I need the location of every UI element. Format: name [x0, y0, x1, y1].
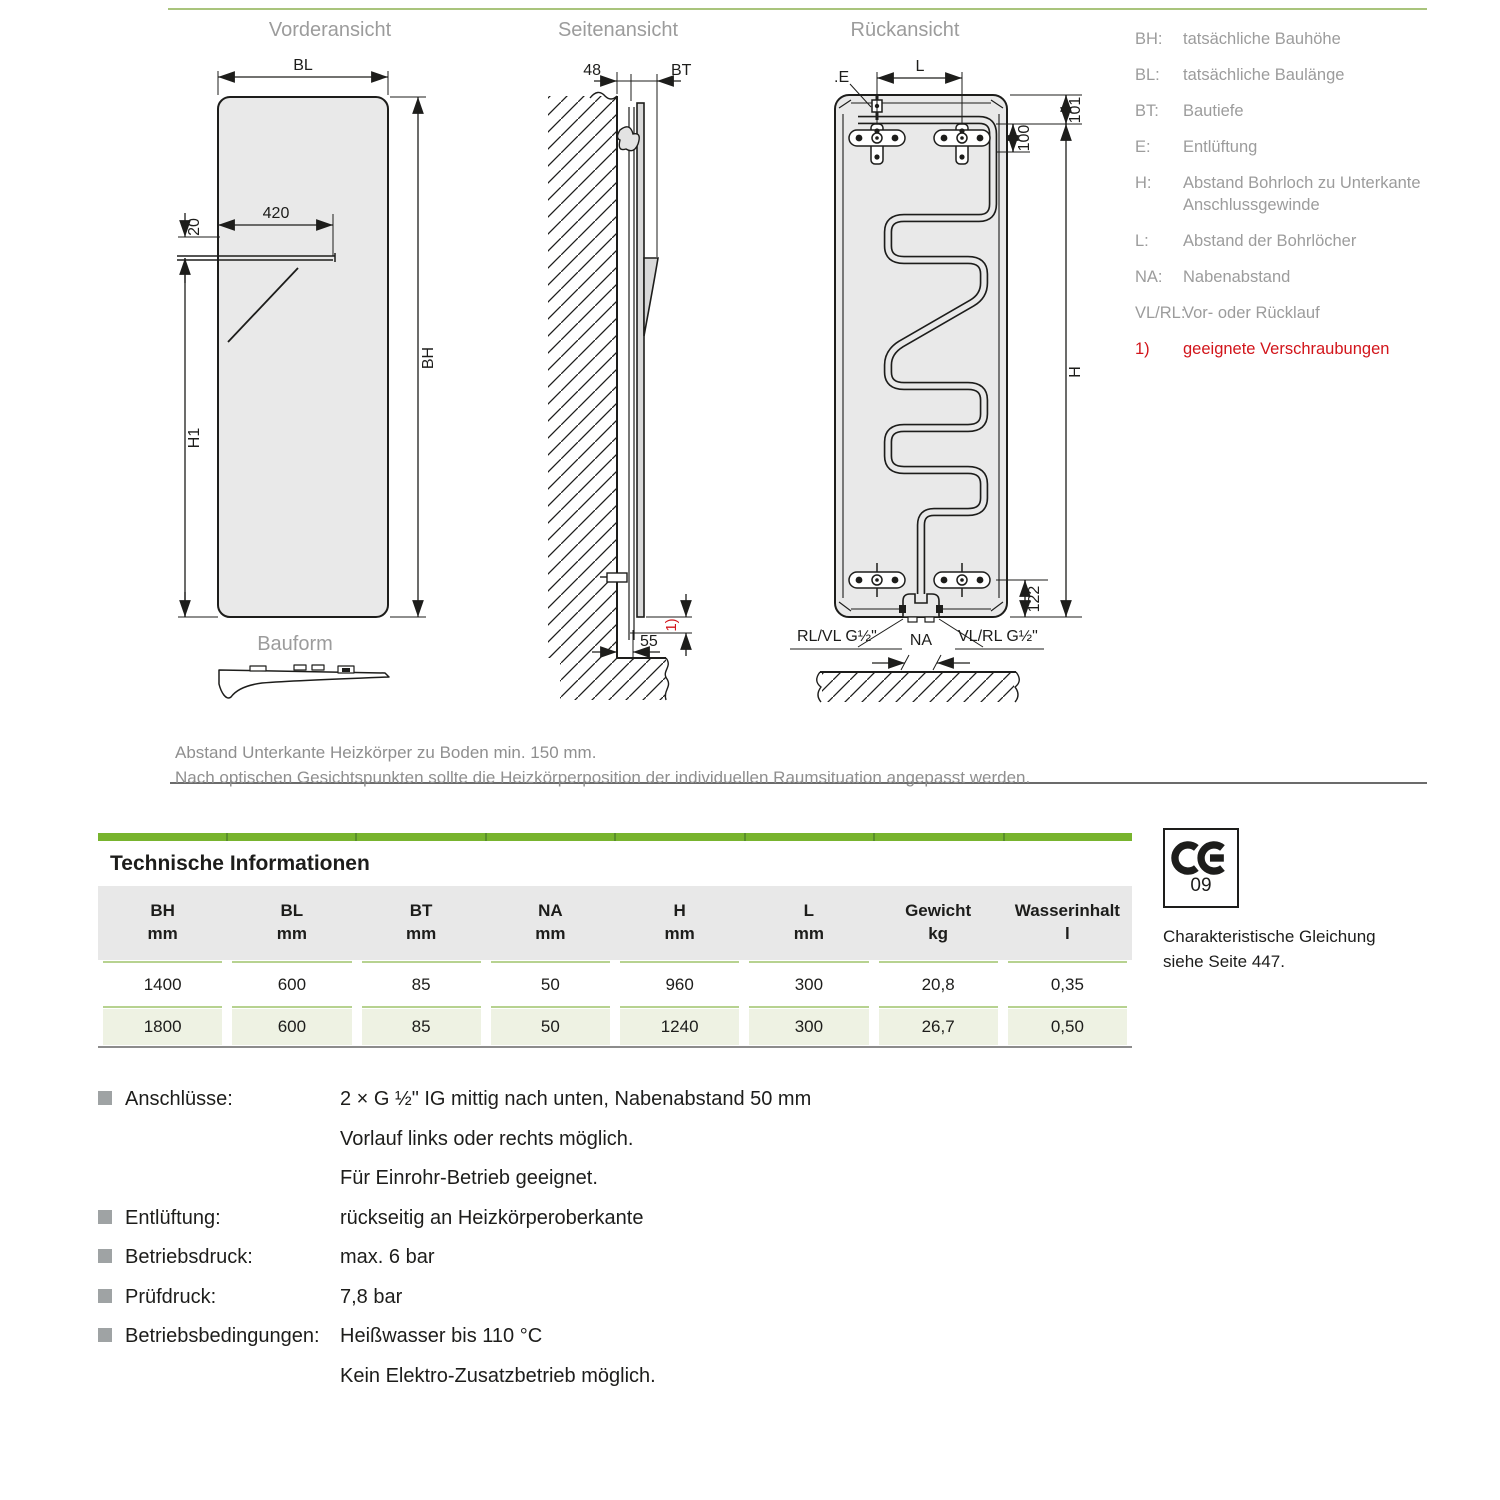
legend-row [1135, 64, 1435, 86]
spec-label: Betriebsbedingungen: [125, 1325, 320, 1347]
floor-hatch [560, 658, 666, 700]
legend-def: Abstand Bohrloch zu Unterkante Anschlussgewinde [1183, 174, 1421, 214]
accent-bar-segment [98, 833, 226, 841]
table-row [98, 964, 1132, 1005]
accent-bar-segment [487, 833, 615, 841]
rear-view-title: Rückansicht [850, 19, 960, 41]
legend-def: Nabenabstand [1183, 268, 1291, 286]
legend-term: 1) [1135, 340, 1150, 358]
table-bottom-rule [98, 1046, 1132, 1048]
legend-row [1135, 266, 1435, 288]
accent-bar-segment [228, 833, 356, 841]
ce-mark-box [1163, 828, 1239, 908]
dim-e-label: .E [834, 69, 850, 86]
ce-number: 09 [1190, 875, 1212, 896]
table-header-cell: BT mm [406, 901, 437, 943]
ce-certification-block [1163, 828, 1393, 974]
bracket-hook [618, 127, 640, 151]
legend-row-footnote [1135, 338, 1435, 360]
legend-def: tatsächliche Bauhöhe [1183, 30, 1341, 48]
table-header-cell: BH mm [147, 901, 178, 943]
connection-right-label: VL/RL G½" [958, 628, 1038, 645]
mounting-notes [175, 740, 1275, 790]
table-cell: 960 [665, 975, 694, 994]
legend-term: L: [1135, 232, 1149, 250]
table-title: Technische Informationen [110, 852, 370, 875]
table-row [98, 1009, 1132, 1045]
table-cell: 0,35 [1050, 975, 1084, 994]
legend-term: BT: [1135, 102, 1159, 120]
legend-row [1135, 172, 1435, 216]
spec-label: Betriebsdruck: [125, 1246, 253, 1268]
spec-value: max. 6 bar [340, 1246, 435, 1268]
table-cell: 50 [491, 1009, 610, 1045]
side-view-drawing [548, 62, 692, 700]
legend-def: tatsächliche Baulänge [1183, 66, 1345, 84]
legend-term: BH: [1135, 30, 1163, 48]
spec-label: Entlüftung: [125, 1206, 221, 1229]
dim-55-label: 55 [640, 633, 658, 650]
row-separator [98, 961, 1132, 963]
row-separator [98, 1006, 1132, 1008]
accent-bar-segment [616, 833, 744, 841]
table-header-cell: Gewicht kg [905, 901, 972, 943]
dimension-legend [1135, 28, 1435, 374]
table-cell: 85 [411, 975, 431, 994]
spec-row [98, 1205, 1198, 1245]
note-line: Nach optischen Gesichtspunkten sollte die Heizkörperposition der individuellen Raumsituation angepasst werden. [175, 768, 1031, 787]
spec-row [98, 1165, 1198, 1205]
table-cell: 300 [794, 975, 824, 994]
dim-101-label: 101 [1067, 96, 1084, 124]
bauform-profile [219, 665, 389, 698]
note-line: Abstand Unterkante Heizkörper zu Boden min. 150 mm. [175, 743, 597, 762]
legend-row [1135, 100, 1435, 122]
legend-def: Vor- oder Rücklauf [1183, 304, 1320, 322]
table-cell: 1240 [620, 1009, 739, 1045]
accent-bar-segment [746, 833, 874, 841]
legend-def: Abstand der Bohrlöcher [1183, 232, 1357, 250]
legend-row [1135, 302, 1435, 324]
spec-row [98, 1244, 1198, 1284]
spec-row [98, 1363, 1198, 1403]
rear-floor-hatch [822, 672, 1014, 702]
spec-value: Vorlauf links oder rechts möglich. [340, 1127, 634, 1150]
table-cell: 600 [232, 1009, 351, 1045]
footnote-1-label: 1) [663, 618, 680, 632]
table-cell: 0,50 [1008, 1009, 1127, 1045]
technical-information-table [98, 833, 1132, 1048]
legend-term: E: [1135, 138, 1151, 156]
table-header-row [98, 886, 1132, 960]
spec-row [98, 1284, 1198, 1324]
table-cell: 1800 [103, 1009, 222, 1045]
bullet-square-icon [98, 1289, 112, 1303]
bullet-square-icon [98, 1210, 112, 1224]
dim-bl-label: BL [293, 57, 313, 74]
spec-row [98, 1086, 1198, 1126]
spec-value: 7,8 bar [340, 1285, 403, 1308]
spec-row [98, 1126, 1198, 1166]
spec-value: Heißwasser bis 110 °C [340, 1325, 543, 1347]
legend-def: Entlüftung [1183, 138, 1258, 156]
front-view-title: Vorderansicht [268, 19, 392, 41]
dim-48-label: 48 [583, 62, 601, 79]
table-cell: 1400 [143, 975, 182, 994]
table-header-cell: NA mm [535, 901, 566, 943]
front-view-drawing [177, 57, 437, 698]
bullet-square-icon [98, 1091, 112, 1105]
spec-label: Anschlüsse: [125, 1088, 233, 1110]
accent-bar-segment [875, 833, 1003, 841]
dim-bt-label: BT [671, 62, 692, 79]
table-accent-bar [98, 833, 1132, 841]
legend-term: NA: [1135, 268, 1163, 286]
legend-term: VL/RL: [1135, 304, 1186, 322]
shelf-bulge-profile [644, 258, 658, 336]
spec-value: Für Einrohr-Betrieb geeignet. [340, 1167, 598, 1189]
dim-h-label: H [1067, 366, 1084, 378]
dim-20-label: 20 [186, 218, 203, 236]
table-header-cell: H mm [664, 901, 695, 943]
legend-row [1135, 136, 1435, 158]
ce-mark-icon [1170, 838, 1232, 878]
dim-100-label: 100 [1016, 124, 1033, 152]
legend-def: Bautiefe [1183, 102, 1244, 120]
spec-value: rückseitig an Heizkörperoberkante [340, 1206, 644, 1229]
table-cell: 26,7 [879, 1009, 998, 1045]
legend-row [1135, 28, 1435, 50]
spec-value: Kein Elektro-Zusatzbetrieb möglich. [340, 1364, 656, 1387]
specifications-list [98, 1086, 1198, 1402]
table-header-cell: BL mm [276, 901, 307, 943]
spec-row [98, 1323, 1198, 1363]
legend-row [1135, 230, 1435, 252]
dim-na-label: NA [909, 632, 933, 649]
spec-label: Prüfdruck: [125, 1285, 217, 1308]
table-cell: 300 [749, 1009, 868, 1045]
table-cell: 20,8 [921, 975, 955, 994]
side-view-title: Seitenansicht [557, 19, 679, 41]
dim-420-label: 420 [262, 205, 290, 222]
table-cell: 600 [277, 975, 307, 994]
spec-value: 2 × G ½" IG mittig nach unten, Nabenabstand 50 mm [340, 1088, 812, 1110]
bauform-title: Bauform [257, 633, 333, 655]
legend-term: BL: [1135, 66, 1160, 84]
rear-view-drawing [790, 58, 1084, 702]
legend-def: geeignete Verschraubungen [1183, 340, 1390, 358]
table-header-cell: L mm [793, 901, 824, 943]
connection-left-label: RL/VL G½" [797, 628, 877, 645]
table-cell: 85 [362, 1009, 481, 1045]
dim-l-label: L [915, 58, 925, 75]
dim-122-label: 122 [1026, 585, 1043, 613]
accent-bar-segment [1005, 833, 1133, 841]
dim-h1-label: H1 [186, 427, 203, 449]
ce-note: Charakteristische Gleichung siehe Seite 447. [1163, 927, 1376, 971]
dim-bh-label: BH [420, 346, 437, 370]
table-header-cell: Wasserinhalt l [1014, 901, 1120, 943]
table-cell: 50 [540, 975, 560, 994]
bullet-square-icon [98, 1249, 112, 1263]
bullet-square-icon [98, 1328, 112, 1342]
accent-bar-segment [357, 833, 485, 841]
legend-term: H: [1135, 174, 1152, 192]
